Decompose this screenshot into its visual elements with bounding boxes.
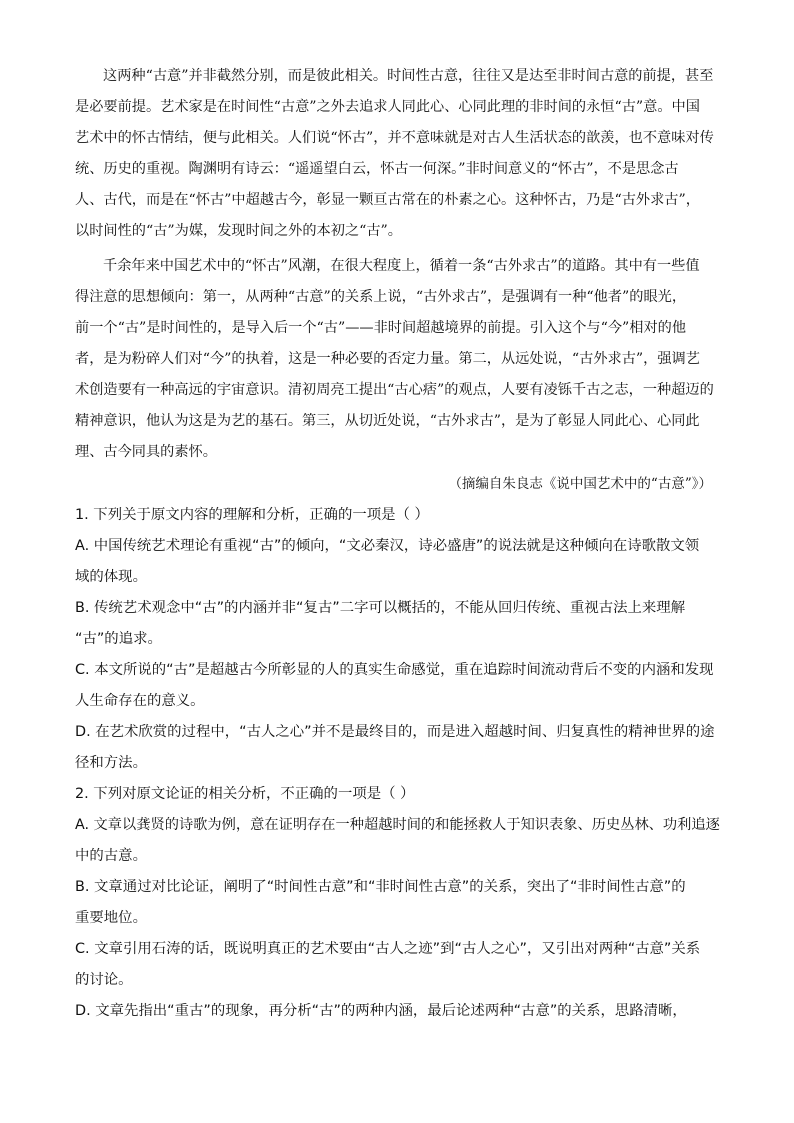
option-d-text: D. 文章先指出“重古”的现象，再分析“古”的两种内涵，最后论述两种“古意”的关系，思路清晰，: [75, 1003, 687, 1019]
option-a-text: A. 中国传统艺术理论有重视“古”的倾向，“文必秦汉，诗必盛唐”的说法就是这种倾向在诗歌散文领: [75, 538, 700, 554]
option-b-text: B. 传统艺术观念中“古”的内涵并非“复古”二字可以概括的，不能从回归传统、重视古法上来理解: [75, 600, 686, 616]
passage-line: 艺术中的怀古情结，便与此相关。人们说“怀古”，并不意味就是对古人生活状态的歆羡，也不意味对传: [75, 130, 714, 146]
passage-line: 得注意的思想倾向：第一，从两种“古意”的关系上说，“古外求古”，是强调有一种“他者”的眼光，: [75, 289, 687, 305]
option-c-text: 人生命存在的意义。: [75, 693, 205, 709]
passage-line: 统、历史的重视。陶渊明有诗云：“遥遥望白云，怀古一何深。”非时间意义的“怀古”，不是思念古: [75, 161, 679, 177]
option-b-text: “古”的追求。: [75, 631, 162, 647]
passage-line: 前一个“古”是时间性的，是导入后一个“古”——非时间超越境界的前提。引入这个与“今”相对的他: [75, 320, 687, 336]
option-a-text: A. 文章以龚贤的诗歌为例，意在证明存在一种超越时间的和能拯救人于知识表象、历史丛林、功利追逐: [75, 817, 720, 833]
passage-source: （摘编自朱良志《说中国艺术中的“古意”》）: [448, 476, 712, 492]
question-stem: 2. 下列对原文论证的相关分析，不正确的一项是（ ）: [75, 786, 415, 802]
option-c-text: C. 文章引用石涛的话，既说明真正的艺术要由“古人之迹”到“古人之心”，又引出对两种“古意”关系: [75, 941, 701, 957]
passage-line: 者，是为粉碎人们对“今”的执着，这是一种必要的否定力量。第二，从远处说，“古外求古”，强调艺: [75, 351, 700, 367]
option-a-text: 中的古意。: [75, 848, 147, 864]
passage-line: 千余年来中国艺术中的“怀古”风潮，在很大程度上，循着一条“古外求古”的道路。其中有一些值: [103, 258, 700, 274]
passage-line: 人、古代，而是在“怀古”中超越古今，彰显一颗亘古常在的朴素之心。这种怀古，乃是“古外求古”，: [75, 192, 700, 208]
question-stem: 1. 下列关于原文内容的理解和分析，正确的一项是（ ）: [75, 507, 429, 523]
option-a-text: 域的体现。: [75, 569, 147, 585]
passage-line: 精神意识，他认为这是为艺的基石。第三，从切近处说，“古外求古”，是为了彰显人同此心、心同此: [75, 413, 700, 429]
option-c-text: C. 本文所说的“古”是超越古今所彰显的人的真实生命感觉，重在追踪时间流动背后不变的内涵和发现: [75, 662, 714, 678]
passage-line: 以时间性的“古”为媒，发现时间之外的本初之“古”。: [75, 223, 402, 239]
option-b-text: 重要地位。: [75, 910, 147, 926]
option-b-text: B. 文章通过对比论证，阐明了“时间性古意”和“非时间性古意”的关系，突出了“非时间性古意”的: [75, 879, 686, 895]
option-d-text: D. 在艺术欣赏的过程中，“古人之心”并不是最终目的，而是进入超越时间、归复真性的精神世界的途: [75, 724, 715, 740]
passage-line: 是必要前提。艺术家是在时间性“古意”之外去追求人同此心、心同此理的非时间的永恒“古”意。中国: [75, 99, 700, 115]
passage-line: 这两种“古意”并非截然分别，而是彼此相关。时间性古意，往往又是达至非时间古意的前提，甚至: [103, 68, 714, 84]
option-c-text: 的讨论。: [75, 972, 133, 988]
option-d-text: 径和方法。: [75, 755, 147, 771]
passage-line: 理、古今同具的素怀。: [75, 444, 217, 460]
passage-line: 术创造要有一种高远的宇宙意识。清初周亮工提出“古心痞”的观点，人要有凌铄千古之志，一种超迈的: [75, 382, 714, 398]
